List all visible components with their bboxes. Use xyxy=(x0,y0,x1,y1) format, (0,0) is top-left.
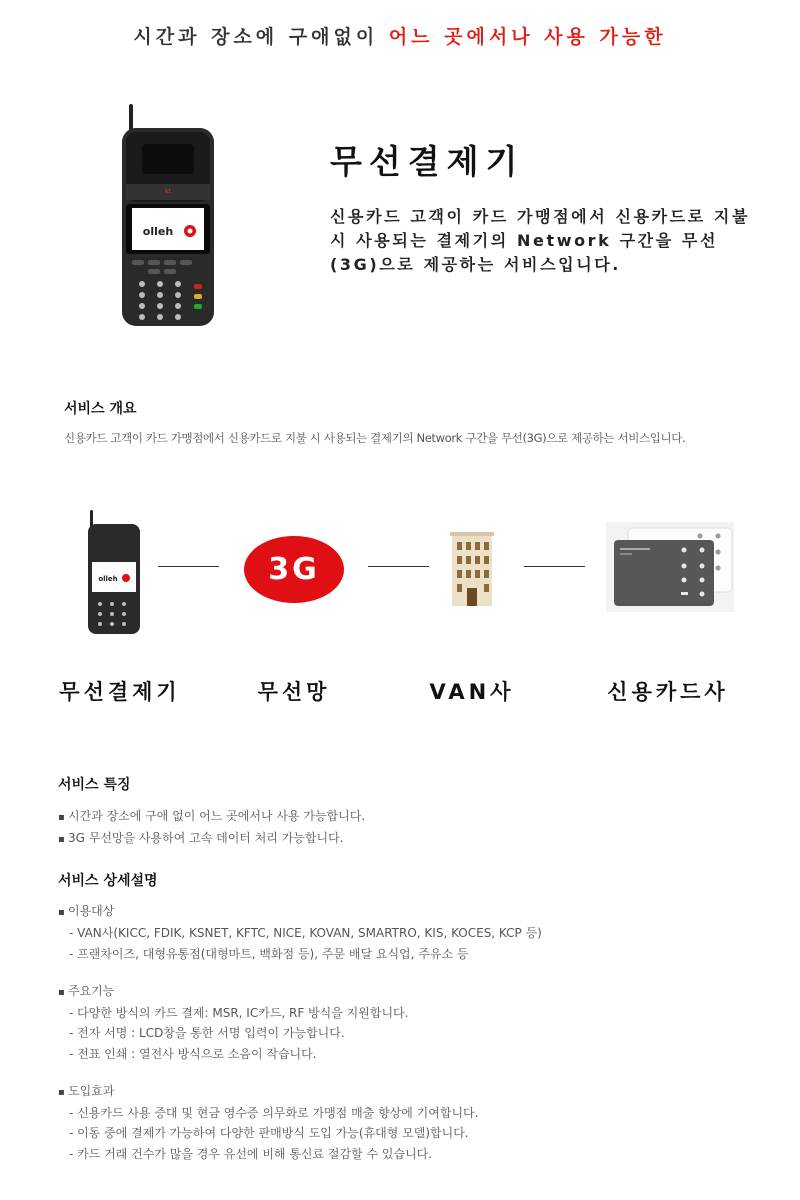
details-line: - 카드 거래 건수가 많을 경우 유선에 비해 통신료 절감할 수 있습니다. xyxy=(69,1147,433,1161)
overview-heading: 서비스 개요 xyxy=(64,401,137,417)
details-line: - 전자 서명 : LCD창을 통한 서명 입력이 가능합니다. xyxy=(69,1026,345,1040)
details-line: - 이동 중에 결제가 가능하여 다양한 판매방식 도입 가능(휴대형 모델)합니다. xyxy=(69,1126,469,1140)
flow-device-brand-text: olleh xyxy=(98,575,118,583)
details-heading: 서비스 상세설명 xyxy=(58,873,158,889)
headline xyxy=(0,22,800,49)
headline-part1: 시간과 장소에 구애없이 xyxy=(133,26,389,48)
3g-badge: 3G xyxy=(244,536,344,603)
flow-terminal-icon xyxy=(84,510,144,636)
flow-connector-3 xyxy=(524,566,585,567)
headline-part2: 어느 곳에서나 사용 가능한 xyxy=(388,26,667,48)
flow-connector-1 xyxy=(158,566,219,567)
details-group-title: ▪ 주요기능 xyxy=(58,984,115,998)
hero-description: 신용카드 고객이 카드 가맹점에서 신용카드로 지불 시 사용되는 결제기의 Network 구간을 무선(3G)으로 제공하는 서비스입니다. xyxy=(330,207,751,274)
device-brand-text: olleh xyxy=(142,225,174,238)
payment-terminal-image xyxy=(118,104,218,330)
overview-text: 신용카드 고객이 카드 가맹점에서 신용카드로 지불 시 사용되는 결제기의 Network 구간을 무선(3G)으로 제공하는 서비스입니다. xyxy=(64,431,686,445)
hero-title: 무선결제기 xyxy=(330,142,525,181)
features-heading: 서비스 특징 xyxy=(58,777,131,793)
features-item: ▪ 시간과 장소에 구애 없이 어느 곳에서나 사용 가능합니다. xyxy=(58,809,366,823)
credit-card-icon xyxy=(606,522,734,612)
details-line: - 다양한 방식의 카드 결제: MSR, IC카드, RF 방식을 지원합니다. xyxy=(69,1006,409,1020)
details-line: - VAN사(KICC, FDIK, KSNET, KFTC, NICE, KOVAN, SMARTRO, KIS, KOCES, KCP 등) xyxy=(69,926,542,940)
details-line: - 전표 인쇄 : 열전사 방식으로 소음이 작습니다. xyxy=(69,1047,317,1061)
details-group-title: ▪ 도입효과 xyxy=(58,1084,115,1098)
flow-label-card-company: 신용카드사 xyxy=(607,680,729,704)
building-icon xyxy=(448,530,496,606)
device-top-brand-text: kt xyxy=(165,188,171,195)
details-line: - 신용카드 사용 증대 및 현금 영수증 의무화로 가맹점 매출 향상에 기여합니다. xyxy=(69,1106,479,1120)
flow-label-terminal: 무선결제기 xyxy=(59,680,181,704)
flow-label-van: VAN사 xyxy=(429,680,515,704)
flow-connector-2 xyxy=(368,566,429,567)
details-group-title: ▪ 이용대상 xyxy=(58,904,115,918)
features-item: ▪ 3G 무선망을 사용하여 고속 데이터 처리 가능합니다. xyxy=(58,831,344,845)
details-line: - 프랜차이즈, 대형유통점(대형마트, 백화점 등), 주문 배달 요식업, 주유소 등 xyxy=(69,947,469,961)
flow-label-network: 무선망 xyxy=(257,680,331,704)
